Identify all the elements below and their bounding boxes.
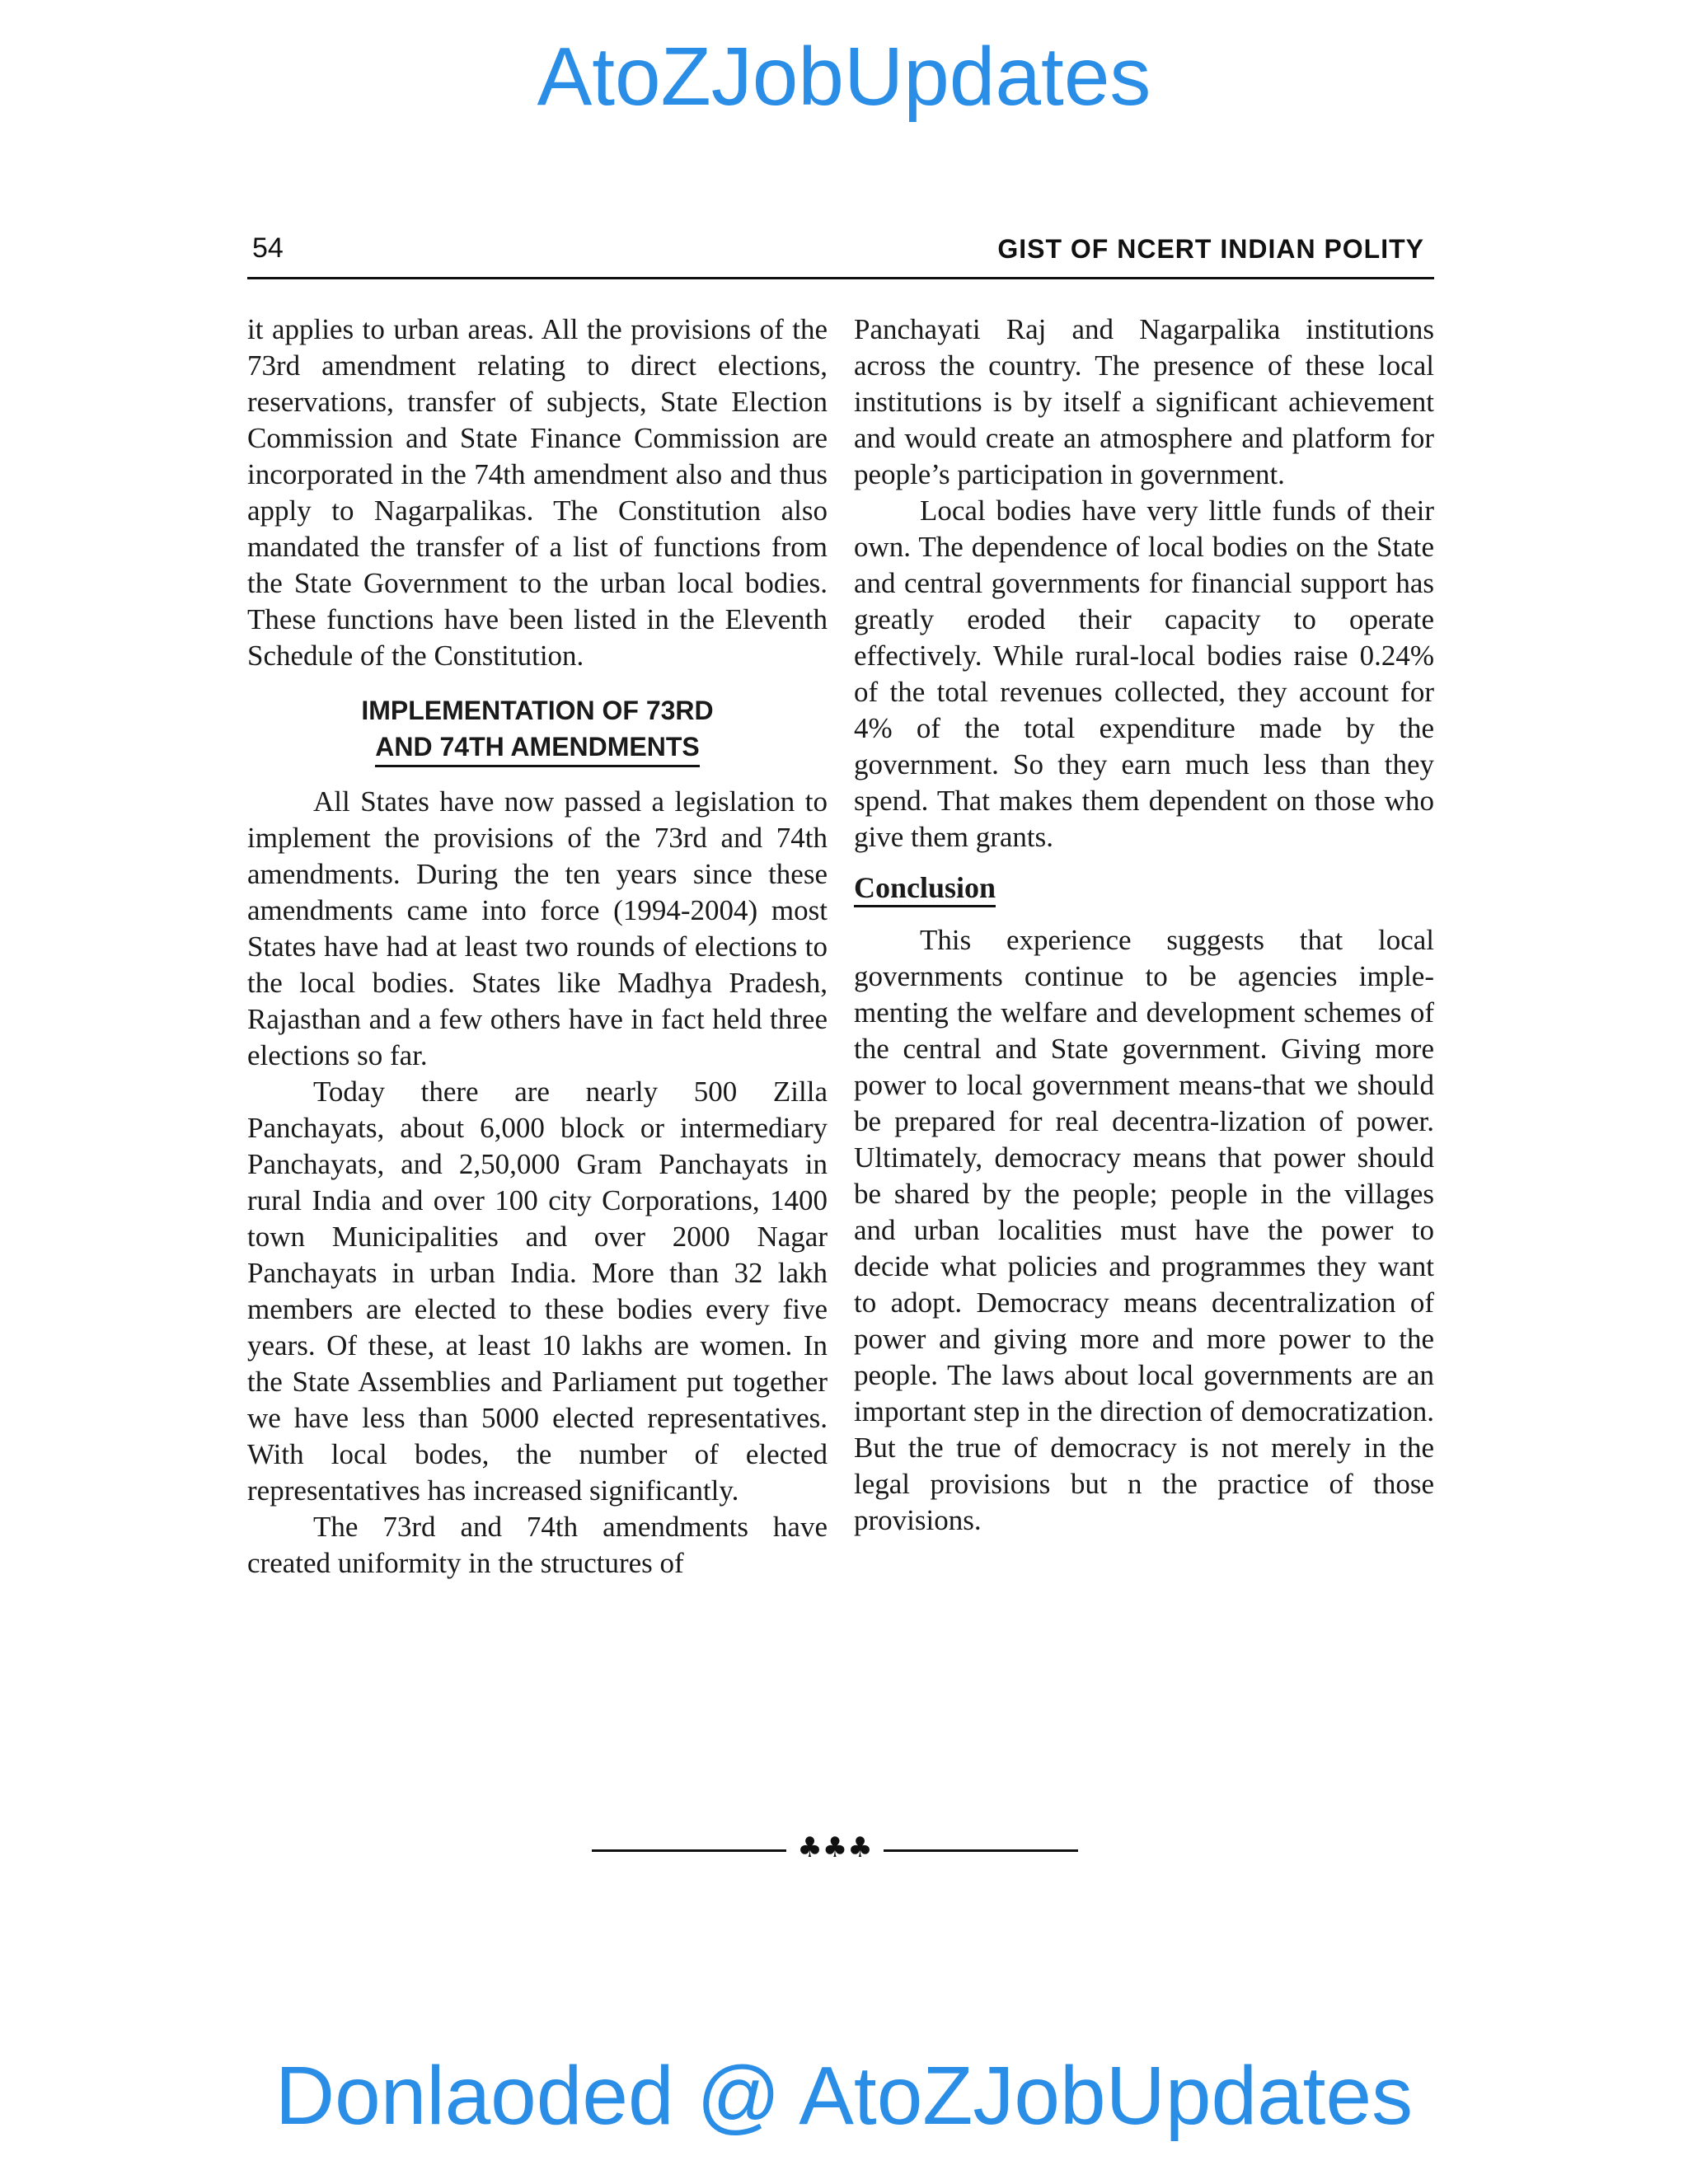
conclusion-heading: Conclusion bbox=[854, 870, 996, 907]
page-number: 54 bbox=[252, 232, 284, 264]
club-icon: ♣♣♣ bbox=[797, 1831, 873, 1864]
right-column bbox=[854, 312, 1434, 1539]
ornament-line-right bbox=[884, 1849, 1078, 1852]
right-paragraph-1: Panchayati Raj and Nagarpalika institutions across the country. The presence of these local institutions is by itself a significant achievement and would create an atmosphere and platform for people’s participation in government. bbox=[854, 313, 1434, 490]
left-paragraph-2: All States have now passed a legislation to implement the provisions of the 73rd and 74th amendments. During the ten years since these amendments came into force (1994-2004) most States have had at least two rounds of elections to the local bodies. States like Madhya Pradesh, Rajasthan and a few others have in fact held three elections so far. bbox=[247, 785, 828, 1071]
watermark-bottom: Donlaoded @ AtoZJobUpdates bbox=[274, 2050, 1414, 2142]
ornament-line-left bbox=[592, 1849, 786, 1852]
end-ornament bbox=[592, 1831, 1078, 1868]
section-heading-line-2: AND 74TH AMENDMENTS bbox=[375, 729, 700, 767]
section-heading-line-1: IMPLEMENTATION OF 73RD bbox=[361, 696, 714, 725]
right-paragraph-3: This experience suggests that local governments continue to be agencies imple-menting the welfare and development schemes of the central and State government. Giving more power to local government means-that we should be prepared for real decentra-lization of power. Ultimately, democracy means that power should be shared by the people; people in the villages and urban localities must have the power to decide what policies and programmes they want to adopt. Democracy means decentralization of power and giving more and more power to the people. The laws about local governments are an important step in the direction of democratization. But the true of democracy is not merely in the legal provisions but n the practice of those provisions. bbox=[854, 924, 1434, 1536]
section-heading bbox=[247, 692, 828, 767]
running-head bbox=[247, 229, 1434, 279]
left-column bbox=[247, 312, 828, 1582]
watermark-top: AtoZJobUpdates bbox=[537, 30, 1151, 123]
left-paragraph-4: The 73rd and 74th amendments have created uniformity in the structures of bbox=[247, 1511, 828, 1579]
left-paragraph-1: it applies to urban areas. All the provisions of the 73rd amendment relating to direct elections, reservations, transfer of subjects, State Election Commission and State Finance Commission are incorporated in the 74th amendment also and thus apply to Nagarpalikas. The Constitution also mandated the transfer of a list of functions from the State Government to the urban local bodies. These functions have been listed in the Eleventh Schedule of the Constitution. bbox=[247, 313, 828, 672]
left-paragraph-3: Today there are nearly 500 Zilla Panchayats, about 6,000 block or intermediary Panchayats, and 2,50,000 Gram Panchayats in rural India and over 100 city Corporations, 1400 town Municipalities and over 2000 Nagar Panchayats in urban India. More than 32 lakh members are elected to these bodies every five years. Of these, at least 10 lakhs are women. In the State Assemblies and Parliament put together we have less than 5000 elected representatives. With local bodes, the number of elected representatives has increased significantly. bbox=[247, 1076, 828, 1507]
right-paragraph-2: Local bodies have very little funds of their own. The dependence of local bodies on the State and central governments for financial support has greatly eroded their capacity to operate effectively. While rural-local bodies raise 0.24% of the total revenues collected, they account for 4% of the total expenditure made by the government. So they earn much less than they spend. That makes them dependent on those who give them grants. bbox=[854, 494, 1434, 853]
book-title: GIST OF NCERT INDIAN POLITY bbox=[997, 234, 1424, 264]
